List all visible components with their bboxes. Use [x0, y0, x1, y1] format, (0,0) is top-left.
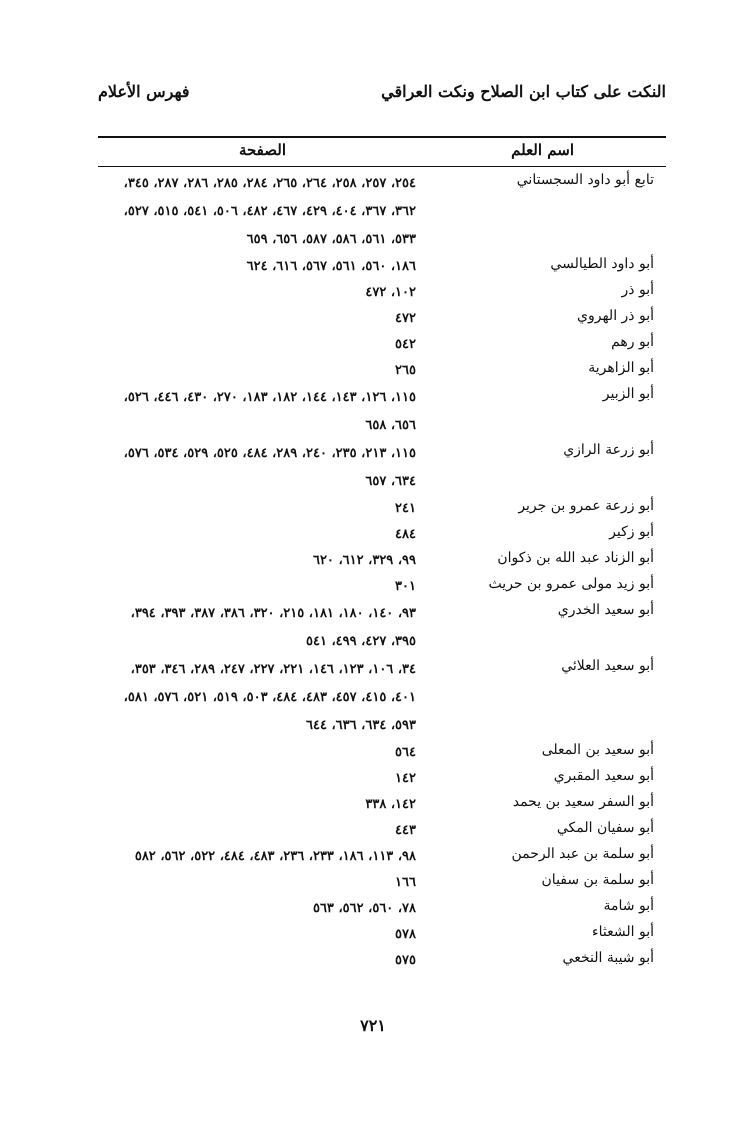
entry-name: أبو شامة [603, 898, 654, 914]
entry-pages [98, 496, 416, 522]
index-entry [98, 922, 666, 948]
page-list-line: ٢٦٥ [395, 363, 416, 378]
page-list-line: ١٦٦ [395, 875, 416, 890]
entry-name: أبو سعيد الخدري [557, 602, 654, 618]
page-list-line: ٣٩٥، ٤٢٧، ٤٩٩، ٥٤١ [305, 634, 416, 649]
page-list-line: ٩٨، ١١٣، ١٨٦، ٢٣٣، ٢٣٦، ٤٨٣، ٤٨٤، ٥٢٢، ٥٦٢، ٥٨٢ [134, 849, 416, 864]
book-title: النكت على كتاب ابن الصلاح ونكت العراقي [381, 82, 666, 101]
entry-pages [98, 948, 416, 974]
index-entry [98, 522, 666, 548]
index-entry [98, 496, 666, 522]
entry-pages [98, 384, 416, 440]
page-list-line: ٩٩، ٣٢٩، ٦١٢، ٦٢٠ [312, 553, 416, 568]
entry-pages [98, 574, 416, 600]
entry-pages [98, 170, 416, 254]
header-rule [98, 136, 666, 138]
index-entry [98, 600, 666, 656]
index-entry [98, 170, 666, 254]
page-list-line: ٣٦٢، ٣٦٧، ٤٠٤، ٤٢٩، ٤٦٧، ٤٨٢، ٥٠٦، ٥٤١، ٥١٥، ٥٢٧، [123, 204, 416, 219]
index-entry [98, 870, 666, 896]
page-list-line: ٧٨، ٥٦٠، ٥٦٢، ٥٦٣ [312, 901, 416, 916]
page-list-line: ٥٧٨ [395, 927, 416, 942]
page-list-line: ٩٣، ١٤٠، ١٨٠، ١٨١، ٢١٥، ٣٢٠، ٣٨٦، ٣٨٧، ٣٩٣، ٣٩٤، [130, 606, 416, 621]
page-list-line: ٣٤، ١٠٦، ١٢٣، ١٤٦، ٢٢١، ٢٢٧، ٢٤٧، ٢٨٩، ٣٤٦، ٣٥٣، [130, 662, 416, 677]
index-entry [98, 818, 666, 844]
entry-pages [98, 600, 416, 656]
entry-pages [98, 896, 416, 922]
page-list-line: ٥٩٣، ٦٣٤، ٦٣٦، ٦٤٤ [305, 718, 416, 733]
entry-name: أبو رهم [611, 334, 654, 350]
entry-name: أبو سعيد المقبري [553, 768, 654, 784]
section-title: فهرس الأعلام [98, 82, 190, 101]
index-entry [98, 332, 666, 358]
index-entry [98, 766, 666, 792]
page-list-line: ١١٥، ١٢٦، ١٤٣، ١٤٤، ١٨٢، ١٨٣، ٢٧٠، ٤٣٠، ٤٤٦، ٥٢٦، [123, 390, 416, 405]
entry-pages [98, 254, 416, 280]
page-list-line: ١٨٦، ٥٦٠، ٥٦١، ٥٦٧، ٦١٦، ٦٢٤ [246, 259, 416, 274]
page-list-line: ١٤٢، ٣٣٨ [365, 797, 416, 812]
page-list-line: ٤٧٢ [395, 311, 416, 326]
entry-pages [98, 792, 416, 818]
page-list-line: ٣٠١ [395, 579, 416, 594]
page-list-line: ١١٥، ٢١٣، ٢٣٥، ٢٤٠، ٢٨٩، ٤٨٤، ٥٢٥، ٥٢٩، ٥٣٤، ٥٧٦، [123, 446, 416, 461]
page-list-line: ٢٤١ [395, 501, 416, 516]
entry-pages [98, 306, 416, 332]
index-entry [98, 440, 666, 496]
entry-pages [98, 332, 416, 358]
index-entry [98, 306, 666, 332]
page-list-line: ٦٣٤، ٦٥٧ [365, 474, 416, 489]
entry-name: أبو الزناد عبد الله بن ذكوان [497, 550, 654, 566]
entry-pages [98, 818, 416, 844]
index-entries [98, 170, 666, 974]
index-entry [98, 896, 666, 922]
index-entry [98, 574, 666, 600]
entry-name: أبو سعيد العلائي [561, 658, 654, 674]
page-list-line: ٦٥٦، ٦٥٨ [365, 418, 416, 433]
page-number: ٧٢١ [360, 1016, 386, 1035]
entry-name: أبو زيد مولى عمرو بن حريث [488, 576, 654, 592]
entry-name: تابع أبو داود السجستاني [516, 172, 654, 188]
page-list-line: ٤٨٤ [395, 527, 416, 542]
entry-name: أبو السفر سعيد بن يحمد [512, 794, 654, 810]
index-entry [98, 548, 666, 574]
entry-name: أبو الزاهرية [588, 360, 654, 376]
index-entry [98, 844, 666, 870]
column-header-rule [98, 166, 666, 167]
entry-name: أبو ذر الهروي [577, 308, 654, 324]
entry-pages [98, 548, 416, 574]
entry-pages [98, 656, 416, 740]
entry-pages [98, 440, 416, 496]
entry-name: أبو سلمة بن عبد الرحمن [511, 846, 654, 862]
entry-name: أبو سفيان المكي [556, 820, 654, 836]
index-entry [98, 740, 666, 766]
entry-name: أبو الشعثاء [592, 924, 654, 940]
index-entry [98, 254, 666, 280]
entry-name: أبو زرعة عمرو بن جرير [518, 498, 654, 514]
entry-pages [98, 766, 416, 792]
entry-name: أبو سعيد بن المعلى [541, 742, 654, 758]
entry-name: أبو شيبة النخعي [562, 950, 654, 966]
page-list-line: ٥٦٤ [395, 745, 416, 760]
page-list-line: ٢٥٤، ٢٥٧، ٢٥٨، ٢٦٤، ٢٦٥، ٢٨٤، ٢٨٥، ٢٨٦، ٢٨٧، ٣٤٥، [123, 176, 416, 191]
entry-pages [98, 522, 416, 548]
page-list-line: ٤٠١، ٤١٥، ٤٥٧، ٤٨٣، ٤٨٤، ٥٠٣، ٥١٩، ٥٢١، ٥٧٦، ٥٨١، [123, 690, 416, 705]
entry-name: أبو سلمة بن سفيان [541, 872, 654, 888]
column-header-page: الصفحة [238, 141, 286, 159]
entry-pages [98, 358, 416, 384]
entry-pages [98, 280, 416, 306]
page-list-line: ٥٣٣، ٥٦١، ٥٨٦، ٥٨٧، ٦٥٦، ٦٥٩ [246, 232, 416, 247]
entry-name: أبو داود الطيالسي [550, 256, 654, 272]
entry-name: أبو ذر [621, 282, 654, 298]
page-list-line: ٥٤٢ [395, 337, 416, 352]
index-entry [98, 358, 666, 384]
running-header [98, 78, 666, 112]
index-entry [98, 792, 666, 818]
entry-pages [98, 922, 416, 948]
page-list-line: ١٤٢ [395, 771, 416, 786]
entry-name: أبو زرعة الرازي [563, 442, 654, 458]
page-list-line: ١٠٢، ٤٧٢ [365, 285, 416, 300]
index-entry [98, 280, 666, 306]
entry-name: أبو زكير [609, 524, 654, 540]
page-list-line: ٤٤٣ [395, 823, 416, 838]
index-entry [98, 948, 666, 974]
index-entry [98, 656, 666, 740]
page-list-line: ٥٧٥ [395, 953, 416, 968]
entry-pages [98, 844, 416, 870]
entry-pages [98, 870, 416, 896]
entry-pages [98, 740, 416, 766]
entry-name: أبو الزبير [602, 386, 654, 402]
column-header-name: اسم العلم [511, 141, 574, 159]
index-entry [98, 384, 666, 440]
